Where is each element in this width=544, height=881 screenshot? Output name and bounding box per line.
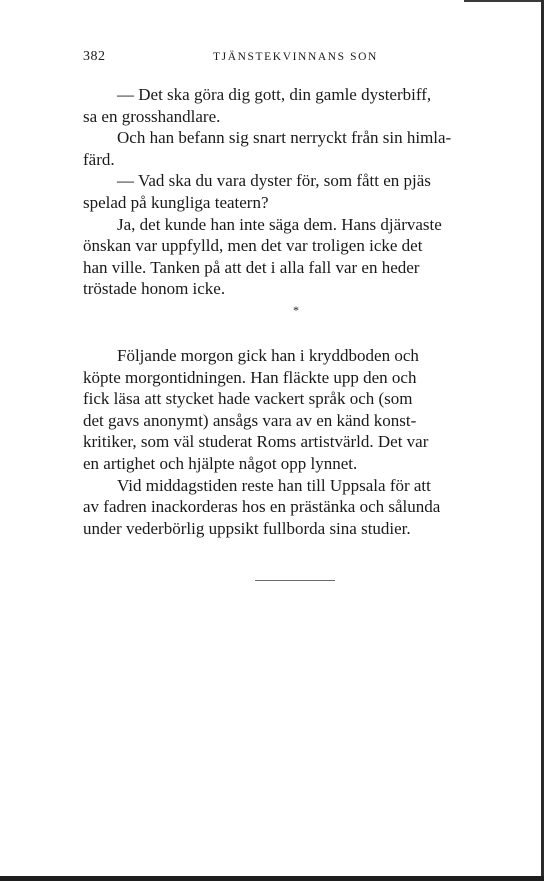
text-block-after-break — [83, 345, 508, 539]
page-number: 382 — [83, 49, 106, 64]
scan-bottom-edge — [0, 876, 544, 881]
paragraph: Och han befann sig snart nerryckt från sin himla- färd. — [83, 128, 452, 169]
text-block-before-break — [83, 84, 508, 300]
section-break-asterisk: * — [293, 303, 299, 317]
paragraph: — Vad ska du vara dyster för, som fått en pjäs spelad på kungliga teatern? — [83, 171, 431, 212]
paragraph: Ja, det kunde han inte säga dem. Hans djärvaste önskan var uppfylld, men det var troligen icke det han ville. Tanken på att det i alla fall var en heder tröstade honom icke. — [83, 214, 442, 299]
running-title: TJÄNSTEKVINNANS SON — [213, 51, 378, 63]
paragraph: — Det ska göra dig gott, din gamle dysterbiff, sa en grosshandlare. — [83, 85, 432, 126]
paragraph: Följande morgon gick han i kryddboden och köpte morgontidningen. Han fläckte upp den och fick läsa att stycket hade vackert språk och (som det gavs anonymt) ansågs vara av en känd konst- kritiker, som väl studerat Roms artistvärld. Det var en artighet och hjälpte något opp lynnet. — [83, 346, 429, 473]
chapter-end-rule — [255, 580, 335, 581]
running-head — [83, 49, 508, 67]
scan-top-edge — [464, 0, 544, 2]
paragraph: Vid middagstiden reste han till Uppsala för att av fadren inackorderas hos en prästänka och sålunda under vederbörlig uppsikt fullborda sina studier. — [83, 475, 441, 538]
